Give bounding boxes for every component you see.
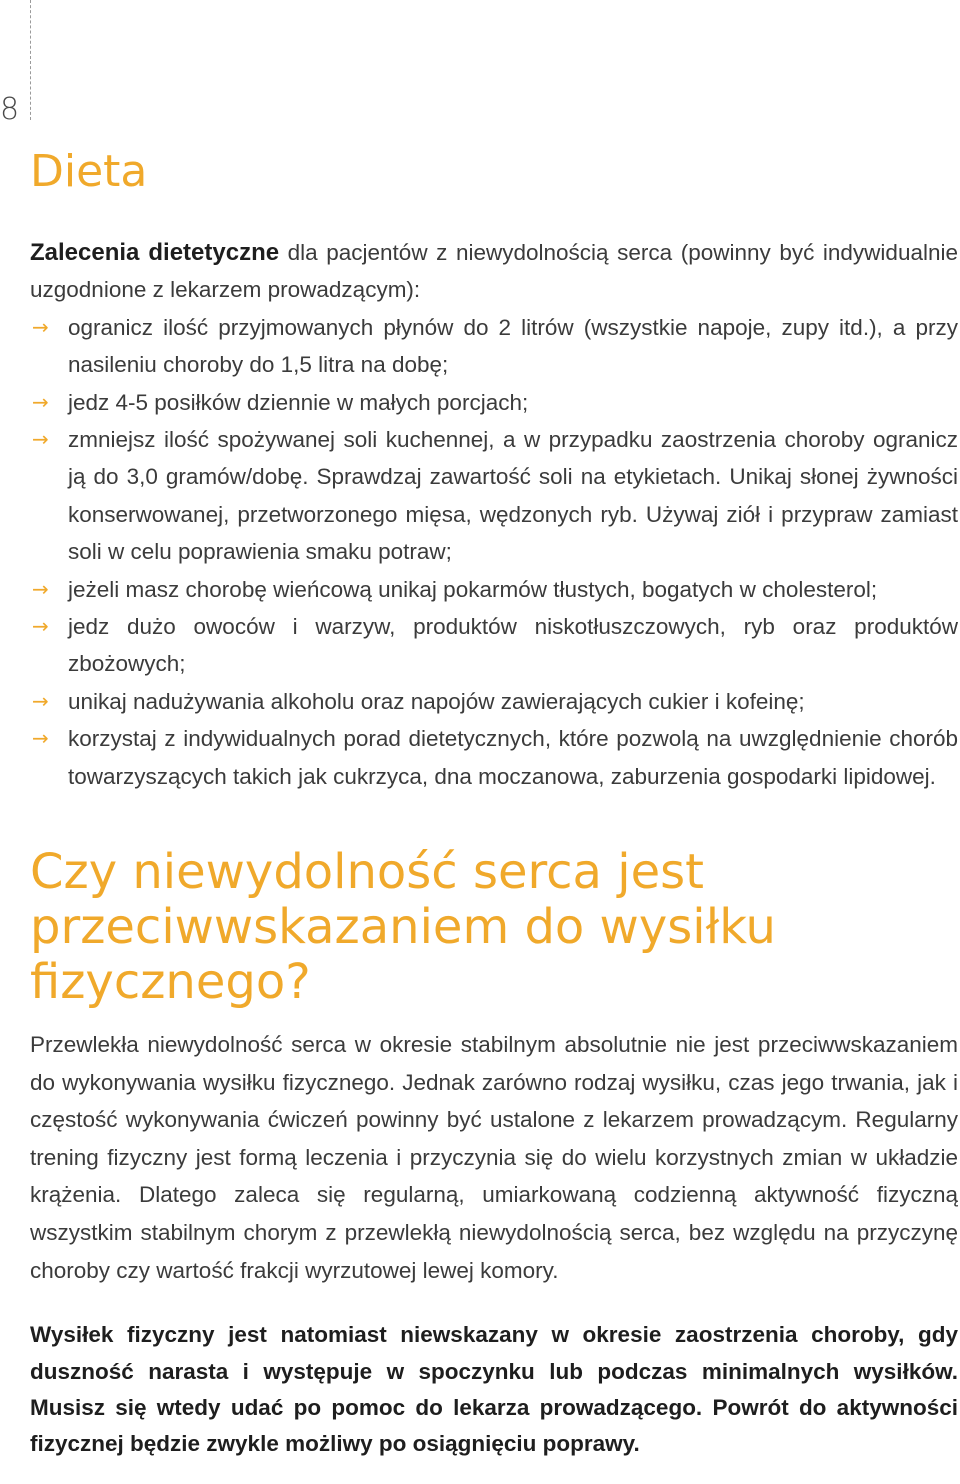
list-item-text: unikaj nadużywania alkoholu oraz napojów zawierających cukier i kofeinę;	[68, 688, 805, 714]
page-number: 8	[0, 92, 19, 127]
list-item	[30, 384, 958, 421]
list-item	[30, 571, 958, 608]
list-item-text: jeżeli masz chorobę wieńcową unikaj pokarmów tłustych, bogatych w cholesterol;	[68, 576, 878, 602]
diet-recommendations-list	[30, 309, 958, 795]
list-item-text: korzystaj z indywidualnych porad dietetycznych, które pozwolą na uwzględnienie chorób towarzyszących takich jak cukrzyca, dna moczanowa, zaburzenia gospodarki lipidowej.	[68, 726, 958, 789]
exercise-warning-paragraph: Wysiłek fizyczny jest natomiast niewskazany w okresie zaostrzenia choroby, gdy duszność narasta i występuje w spoczynku lub podczas minimalnych wysiłków. Musisz się wtedy udać po pomoc do lekarza prowadzącego. Powrót do aktywności fizycznej będzie zwykle możliwy po osiągnięciu poprawy.	[30, 1322, 958, 1457]
list-item	[30, 683, 958, 720]
arrow-right-icon: →	[32, 614, 49, 639]
list-item	[30, 309, 958, 384]
list-item	[30, 608, 958, 683]
exercise-paragraph: Przewlekła niewydolność serca w okresie stabilnym absolutnie nie jest przeciwwskazaniem do wykonywania wysiłku fizycznego. Jednak zarówno rodzaj wysiłku, czas jego trwania, jak i częstość wykonywania ćwiczeń powinny być ustalone z lekarzem prowadzącym. Regularny trening fizyczny jest formą leczenia i przyczynia się do wielu korzystnych zmian w układzie krążenia. Dlatego zaleca się regularną, umiarkowaną codzienną aktywność fizyczną wszystkim stabilnym chorym z przewlekłą niewydolnością serca, bez względu na przyczynę choroby czy wartość frakcji wyrzutowej lewej komory.	[30, 1032, 958, 1283]
arrow-right-icon: →	[32, 576, 49, 601]
page-content	[30, 140, 958, 1463]
list-item	[30, 720, 958, 795]
arrow-right-icon: →	[32, 314, 49, 339]
list-item	[30, 421, 958, 571]
arrow-right-icon: →	[32, 726, 49, 751]
intro-bold-lead: Zalecenia dietetyczne	[30, 239, 280, 266]
intro-paragraph	[30, 234, 958, 309]
list-item-text: ogranicz ilość przyjmowanych płynów do 2 litrów (wszystkie napoje, zupy itd.), a przy nasileniu choroby do 1,5 litra na dobę;	[68, 314, 958, 378]
section-title-diet: Dieta	[30, 146, 148, 197]
list-item-text: jedz 4-5 posiłków dziennie w małych porcjach;	[68, 389, 529, 415]
arrow-right-icon: →	[32, 427, 49, 452]
arrow-right-icon: →	[32, 688, 49, 713]
list-item-text: zmniejsz ilość spożywanej soli kuchennej, a w przypadku zaostrzenia choroby ogranicz ją do 3,0 gramów/dobę. Sprawdzaj zawartość soli na etykietach. Unikaj słonej żywności konserwowanej, przetworzonego mięsa, wędzonych ryb. Używaj ziół i przypraw zamiast soli w celu poprawienia smaku potraw;	[68, 427, 958, 565]
margin-dashed-line	[30, 0, 31, 120]
intro-text: dla pacjentów z niewydolnością serca (powinny być indywidualnie uzgodnione z lekarzem prowadzącym):	[30, 240, 958, 303]
section-title-exercise: Czy niewydolność serca jest przeciwwskazaniem do wysiłku fizycznego?	[30, 844, 776, 1011]
arrow-right-icon: →	[32, 389, 49, 414]
list-item-text: jedz dużo owoców i warzyw, produktów niskotłuszczowych, ryb oraz produktów zbożowych;	[68, 614, 958, 677]
